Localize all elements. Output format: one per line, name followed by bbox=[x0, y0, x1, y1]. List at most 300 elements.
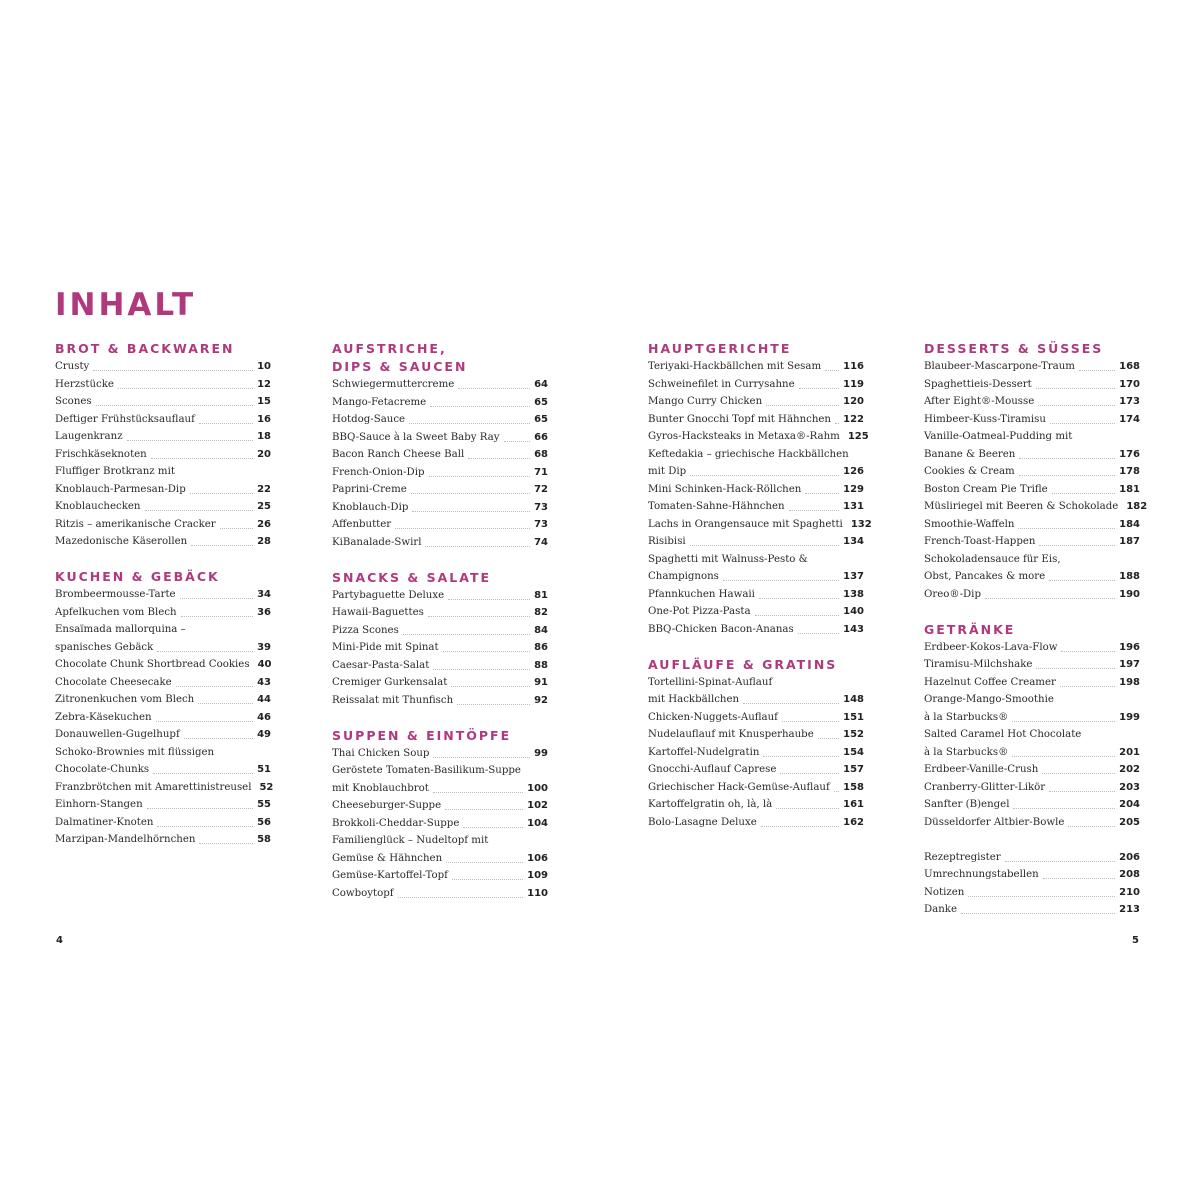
dot-leader bbox=[451, 674, 530, 687]
toc-entry[interactable] bbox=[648, 516, 872, 534]
toc-entry[interactable] bbox=[924, 691, 1140, 726]
toc-entry[interactable] bbox=[648, 376, 864, 394]
toc-entry[interactable] bbox=[332, 429, 548, 447]
entry-page-number: 182 bbox=[1126, 501, 1148, 512]
entry-row bbox=[55, 709, 271, 727]
entry-page-number: 102 bbox=[527, 800, 548, 811]
entry-row bbox=[332, 867, 548, 885]
entry-title: Chocolate Chunk Shortbread Cookies bbox=[55, 659, 250, 670]
toc-entry[interactable] bbox=[55, 604, 271, 622]
entry-title: mit Knoblauchbrot bbox=[332, 782, 429, 794]
entry-title: Affenbutter bbox=[332, 519, 392, 530]
entry-row bbox=[55, 428, 271, 446]
entry-title: Geröstete Tomaten-Basilikum-Suppe bbox=[332, 765, 521, 776]
entry-page-number: 44 bbox=[257, 694, 271, 705]
entry-page-number: 52 bbox=[259, 781, 274, 793]
dot-leader bbox=[825, 358, 839, 371]
entry-title: Thai Chicken Soup bbox=[332, 747, 430, 759]
entry-row bbox=[648, 463, 864, 481]
toc-entry[interactable] bbox=[648, 358, 864, 376]
dot-leader bbox=[1038, 393, 1115, 406]
dot-leader bbox=[1036, 376, 1115, 389]
entry-title: Mango Curry Chicken bbox=[648, 396, 763, 407]
entry-page-number: 170 bbox=[1119, 378, 1140, 390]
toc-entry[interactable] bbox=[648, 796, 864, 814]
entry-title: Düsseldorfer Altbier-Bowle bbox=[924, 816, 1065, 828]
entry-page-number: 205 bbox=[1119, 816, 1140, 828]
entry-page-number: 92 bbox=[534, 694, 548, 706]
entry-row bbox=[332, 639, 548, 657]
dot-leader bbox=[157, 639, 253, 652]
toc-entry[interactable] bbox=[648, 498, 864, 516]
entry-page-number: 199 bbox=[1119, 711, 1140, 723]
entry-title: Champignons bbox=[648, 571, 719, 582]
entry-row bbox=[648, 393, 864, 411]
toc-entry[interactable] bbox=[55, 411, 271, 429]
entry-title: Cowboytopf bbox=[332, 887, 394, 899]
entry-row bbox=[332, 429, 548, 447]
entry-title: Pfannkuchen Hawaii bbox=[648, 588, 755, 600]
toc-entry[interactable] bbox=[924, 376, 1140, 394]
toc-entry[interactable] bbox=[332, 639, 548, 657]
entry-row bbox=[332, 780, 548, 798]
entry-title: Tortellini-Spinat-Auflauf bbox=[648, 676, 773, 688]
entry-row bbox=[55, 639, 271, 657]
toc-entry[interactable] bbox=[332, 815, 548, 833]
dot-leader bbox=[145, 498, 254, 511]
dot-leader bbox=[445, 797, 523, 810]
section-heading bbox=[924, 621, 1140, 639]
toc-entry[interactable] bbox=[648, 411, 864, 429]
dot-leader bbox=[433, 745, 530, 758]
toc-entry[interactable] bbox=[924, 726, 1140, 761]
toc-entry[interactable] bbox=[55, 796, 271, 814]
toc-entry[interactable] bbox=[924, 849, 1140, 867]
section-heading-line: HAUPTGERICHTE bbox=[648, 341, 792, 356]
toc-entry[interactable] bbox=[55, 621, 271, 656]
toc-entry[interactable] bbox=[648, 551, 864, 586]
entry-title: Nudelauflauf mit Knusperhaube bbox=[648, 729, 814, 740]
entry-row bbox=[648, 691, 864, 709]
dot-leader bbox=[411, 481, 530, 494]
entry-page-number: 129 bbox=[843, 483, 864, 495]
toc-entry[interactable] bbox=[924, 551, 1140, 586]
entry-title: Chocolate-Chunks bbox=[55, 764, 150, 775]
toc-entry[interactable] bbox=[332, 534, 548, 552]
toc-entry[interactable] bbox=[55, 376, 271, 394]
dot-leader bbox=[766, 393, 839, 406]
entry-row bbox=[648, 744, 864, 762]
toc-entry[interactable] bbox=[648, 674, 864, 709]
dot-leader bbox=[468, 446, 530, 459]
toc-entry[interactable] bbox=[924, 428, 1140, 463]
entry-row bbox=[924, 744, 1140, 762]
toc-entry[interactable] bbox=[924, 481, 1140, 499]
entry-title: Bacon Ranch Cheese Ball bbox=[332, 449, 465, 460]
toc-entry[interactable] bbox=[55, 814, 271, 832]
toc-entry[interactable] bbox=[924, 866, 1140, 884]
toc-entry[interactable] bbox=[648, 446, 864, 481]
dot-leader bbox=[409, 411, 530, 424]
toc-entry[interactable] bbox=[924, 884, 1140, 902]
entry-row bbox=[332, 604, 548, 622]
toc-entry[interactable] bbox=[55, 779, 274, 797]
dot-leader bbox=[457, 692, 530, 705]
entry-title: Sanfter (B)engel bbox=[924, 799, 1010, 810]
toc-entry[interactable] bbox=[648, 761, 864, 779]
entry-row bbox=[648, 779, 864, 797]
entry-page-number: 134 bbox=[843, 536, 864, 547]
entry-row bbox=[55, 779, 274, 797]
toc-entry[interactable] bbox=[332, 499, 548, 517]
toc-entry[interactable] bbox=[332, 446, 548, 464]
toc-entry[interactable] bbox=[924, 463, 1140, 481]
section-heading-line: SNACKS & SALATE bbox=[332, 569, 492, 585]
entry-page-number: 22 bbox=[257, 483, 271, 495]
toc-column bbox=[648, 340, 872, 831]
entry-title: Apfelkuchen vom Blech bbox=[55, 606, 177, 618]
dot-leader bbox=[763, 744, 839, 757]
page-title: INHALT bbox=[55, 287, 197, 323]
toc-entry[interactable] bbox=[332, 674, 548, 692]
toc-entry[interactable] bbox=[55, 446, 271, 464]
toc-entry[interactable] bbox=[332, 867, 548, 885]
entry-title: Boston Cream Pie Trifle bbox=[924, 483, 1048, 495]
toc-entry[interactable] bbox=[924, 498, 1148, 516]
toc-entry[interactable] bbox=[648, 779, 864, 797]
toc-entry[interactable] bbox=[648, 621, 864, 639]
dot-leader bbox=[1049, 779, 1115, 792]
toc-entry[interactable] bbox=[332, 604, 548, 622]
toc-section bbox=[924, 831, 1140, 919]
entry-title: Rezeptregister bbox=[924, 851, 1001, 863]
toc-entry[interactable] bbox=[55, 498, 271, 516]
entry-title: Fluffiger Brotkranz mit bbox=[55, 466, 175, 477]
entry-title: Familienglück – Nudeltopf mit bbox=[332, 835, 489, 846]
entry-row bbox=[648, 428, 869, 446]
entry-page-number: 12 bbox=[257, 378, 271, 390]
entry-title: Zitronenkuchen vom Blech bbox=[55, 694, 195, 705]
toc-entry[interactable] bbox=[332, 481, 548, 499]
dot-leader bbox=[776, 796, 839, 809]
toc-entry[interactable] bbox=[55, 428, 271, 446]
entry-page-number: 110 bbox=[527, 887, 548, 899]
entry-title: Franzbrötchen mit Amarettinistreusel bbox=[55, 781, 252, 793]
toc-section bbox=[924, 621, 1140, 832]
entry-page-number: 201 bbox=[1119, 746, 1140, 758]
entry-title: Cremiger Gurkensalat bbox=[332, 677, 448, 688]
entry-row bbox=[924, 463, 1140, 481]
entry-row bbox=[55, 393, 271, 411]
entry-title: à la Starbucks® bbox=[924, 711, 1009, 723]
toc-entry[interactable] bbox=[924, 516, 1140, 534]
entry-title: Mazedonische Käserollen bbox=[55, 536, 188, 547]
entry-row bbox=[332, 411, 548, 429]
entry-page-number: 203 bbox=[1119, 781, 1140, 793]
section-heading-line: AUFSTRICHE, bbox=[332, 341, 447, 356]
entry-title: Ritzis – amerikanische Cracker bbox=[55, 518, 216, 530]
toc-section bbox=[332, 340, 548, 551]
toc-entry[interactable] bbox=[924, 639, 1140, 657]
toc-entry[interactable] bbox=[332, 464, 548, 482]
entry-page-number: 162 bbox=[843, 816, 864, 828]
toc-entry[interactable] bbox=[924, 358, 1140, 376]
entry-title: Pizza Scones bbox=[332, 624, 399, 636]
entry-title: mit Dip bbox=[648, 466, 687, 477]
entry-title: Zebra-Käsekuchen bbox=[55, 711, 152, 723]
toc-entry[interactable] bbox=[648, 814, 864, 832]
section-heading-line: AUFLÄUFE & GRATINS bbox=[648, 656, 838, 672]
entry-page-number: 187 bbox=[1119, 536, 1140, 547]
toc-entry[interactable] bbox=[55, 533, 271, 551]
entry-row bbox=[55, 446, 271, 464]
entry-title: Danke bbox=[924, 904, 958, 915]
entry-row bbox=[924, 446, 1140, 464]
entry-title: Blaubeer-Mascarpone-Traum bbox=[924, 361, 1075, 372]
toc-entry[interactable] bbox=[332, 376, 548, 394]
section-heading bbox=[648, 340, 864, 358]
entry-title: Obst, Pancakes & more bbox=[924, 571, 1046, 582]
entry-title: Deftiger Frühstücksauflauf bbox=[55, 413, 195, 425]
dot-leader bbox=[1050, 411, 1115, 424]
dot-leader bbox=[446, 850, 523, 863]
entry-page-number: 28 bbox=[257, 536, 271, 547]
page-number-left: 4 bbox=[56, 935, 63, 946]
entry-row bbox=[924, 761, 1140, 779]
toc-entry[interactable] bbox=[55, 516, 271, 534]
entry-title: spanisches Gebäck bbox=[55, 641, 154, 653]
entry-row bbox=[924, 586, 1140, 604]
dot-leader bbox=[690, 533, 839, 546]
entry-title: Cheeseburger-Suppe bbox=[332, 800, 442, 811]
entry-title: Paprini-Creme bbox=[332, 484, 407, 495]
toc-entry[interactable] bbox=[55, 393, 271, 411]
entry-row bbox=[332, 815, 548, 833]
entry-title: Kartoffel-Nudelgratin bbox=[648, 746, 760, 758]
toc-section bbox=[55, 568, 274, 849]
toc-entry[interactable] bbox=[55, 674, 271, 692]
entry-row bbox=[924, 639, 1140, 657]
dot-leader bbox=[1019, 446, 1115, 459]
toc-entry[interactable] bbox=[924, 796, 1140, 814]
dot-leader bbox=[443, 639, 530, 652]
entry-page-number: 73 bbox=[534, 501, 548, 513]
entry-title: Keftedakia – griechische Hackbällchen bbox=[648, 448, 849, 460]
toc-entry[interactable] bbox=[924, 533, 1140, 551]
toc-entry[interactable] bbox=[924, 779, 1140, 797]
entry-row bbox=[332, 516, 548, 534]
entry-page-number: 36 bbox=[257, 606, 271, 618]
toc-entry[interactable] bbox=[55, 831, 271, 849]
entry-row bbox=[924, 358, 1140, 376]
toc-entry[interactable] bbox=[924, 901, 1140, 919]
entry-page-number: 65 bbox=[534, 414, 548, 425]
entry-title: Einhorn-Stangen bbox=[55, 799, 143, 810]
entry-title: KiBanalade-Swirl bbox=[332, 536, 422, 548]
entry-title: Mini-Pide mit Spinat bbox=[332, 642, 439, 653]
entry-page-number: 106 bbox=[527, 852, 548, 864]
dot-leader bbox=[1052, 481, 1115, 494]
dot-leader bbox=[1042, 761, 1115, 774]
section-heading bbox=[332, 569, 548, 587]
entry-page-number: 204 bbox=[1119, 799, 1140, 810]
dot-leader bbox=[398, 885, 524, 898]
toc-entry[interactable] bbox=[332, 745, 548, 763]
toc-entry[interactable] bbox=[55, 726, 271, 744]
toc-entry[interactable] bbox=[924, 761, 1140, 779]
entry-title: Mango-Fetacreme bbox=[332, 396, 427, 408]
entry-title: Griechischer Hack-Gemüse-Auflauf bbox=[648, 781, 830, 793]
entry-page-number: 181 bbox=[1119, 483, 1140, 495]
dot-leader bbox=[1012, 709, 1115, 722]
entry-page-number: 116 bbox=[843, 361, 864, 372]
entry-title: Frischkäseknoten bbox=[55, 448, 147, 460]
dot-leader bbox=[818, 726, 839, 739]
toc-entry[interactable] bbox=[55, 709, 271, 727]
toc-entry[interactable] bbox=[332, 797, 548, 815]
toc-entry[interactable] bbox=[648, 533, 864, 551]
toc-entry[interactable] bbox=[332, 411, 548, 429]
entry-title: Teriyaki-Hackbällchen mit Sesam bbox=[648, 361, 822, 372]
toc-entry[interactable] bbox=[924, 674, 1140, 692]
entry-page-number: 88 bbox=[534, 659, 548, 671]
section-heading-line: DESSERTS & SÜSSES bbox=[924, 341, 1104, 356]
entry-row bbox=[332, 587, 548, 605]
dot-leader bbox=[433, 657, 530, 670]
entry-row bbox=[648, 603, 864, 621]
entry-page-number: 138 bbox=[843, 588, 864, 600]
toc-entry[interactable] bbox=[648, 709, 864, 727]
section-heading-line: SUPPEN & EINTÖPFE bbox=[332, 727, 512, 743]
entry-title: BBQ-Chicken Bacon-Ananas bbox=[648, 623, 794, 635]
toc-entry[interactable] bbox=[648, 428, 869, 446]
dot-leader bbox=[1068, 814, 1115, 827]
entry-row bbox=[332, 657, 548, 675]
entry-page-number: 46 bbox=[257, 711, 271, 723]
toc-entry[interactable] bbox=[55, 691, 271, 709]
dot-leader bbox=[425, 534, 530, 547]
toc-entry[interactable] bbox=[648, 586, 864, 604]
toc-column bbox=[924, 340, 1148, 919]
entry-row bbox=[924, 656, 1140, 674]
entry-page-number: 73 bbox=[534, 519, 548, 530]
entry-row bbox=[332, 446, 548, 464]
entry-page-number: 18 bbox=[257, 431, 271, 442]
entry-row bbox=[924, 849, 1140, 867]
entry-title: Tiramisu-Milchshake bbox=[924, 659, 1033, 670]
entry-page-number: 122 bbox=[843, 413, 864, 425]
entry-title: Caesar-Pasta-Salat bbox=[332, 659, 430, 671]
toc-entry[interactable] bbox=[332, 587, 548, 605]
toc-entry[interactable] bbox=[924, 393, 1140, 411]
entry-title: Hotdog-Sauce bbox=[332, 414, 406, 425]
entry-title: Spaghetti mit Walnuss-Pesto & bbox=[648, 553, 808, 565]
toc-entry[interactable] bbox=[648, 481, 864, 499]
toc-entry[interactable] bbox=[332, 394, 548, 412]
toc-entry[interactable] bbox=[332, 516, 548, 534]
toc-entry[interactable] bbox=[332, 832, 548, 867]
entry-page-number: 125 bbox=[847, 431, 869, 442]
toc-entry[interactable] bbox=[332, 762, 548, 797]
toc-entry[interactable] bbox=[332, 885, 548, 903]
entry-page-number: 25 bbox=[257, 501, 271, 512]
toc-entry[interactable] bbox=[924, 814, 1140, 832]
entry-title: One-Pot Pizza-Pasta bbox=[648, 606, 751, 617]
entry-title: Risibisi bbox=[648, 536, 686, 547]
entry-page-number: 20 bbox=[257, 448, 271, 460]
entry-page-number: 158 bbox=[843, 781, 864, 793]
dot-leader bbox=[968, 884, 1115, 897]
entry-title: Ensaïmada mallorquina – bbox=[55, 624, 186, 635]
toc-entry[interactable] bbox=[55, 586, 271, 604]
entry-title: à la Starbucks® bbox=[924, 746, 1009, 758]
toc-entry[interactable] bbox=[55, 358, 271, 376]
entry-title: Scones bbox=[55, 396, 92, 407]
entry-page-number: 26 bbox=[257, 518, 271, 530]
entry-page-number: 15 bbox=[257, 396, 271, 407]
toc-entry[interactable] bbox=[332, 692, 548, 710]
dot-leader bbox=[1061, 639, 1115, 652]
toc-entry[interactable] bbox=[55, 463, 271, 498]
entry-row bbox=[55, 481, 271, 499]
entry-row bbox=[924, 866, 1140, 884]
dot-leader bbox=[1043, 866, 1115, 879]
toc-entry[interactable] bbox=[55, 744, 271, 779]
entry-title: Kartoffelgratin oh, là, là bbox=[648, 799, 773, 810]
entry-row bbox=[332, 745, 548, 763]
dot-leader bbox=[690, 463, 839, 476]
entry-title: Notizen bbox=[924, 886, 965, 898]
toc-entry[interactable] bbox=[648, 393, 864, 411]
toc-entry[interactable] bbox=[332, 657, 548, 675]
entry-title: Lachs in Orangensauce mit Spaghetti bbox=[648, 518, 843, 530]
entry-page-number: 197 bbox=[1119, 659, 1140, 670]
dot-leader bbox=[780, 761, 839, 774]
entry-page-number: 71 bbox=[534, 466, 548, 478]
entry-title: Mini Schinken-Hack-Röllchen bbox=[648, 483, 802, 495]
toc-entry[interactable] bbox=[648, 744, 864, 762]
dot-leader bbox=[433, 780, 523, 793]
entry-page-number: 198 bbox=[1119, 676, 1140, 688]
toc-entry[interactable] bbox=[924, 656, 1140, 674]
entry-page-number: 109 bbox=[527, 870, 548, 881]
toc-entry[interactable] bbox=[924, 586, 1140, 604]
dot-leader bbox=[1019, 463, 1115, 476]
entry-page-number: 152 bbox=[843, 729, 864, 740]
entry-page-number: 64 bbox=[534, 379, 548, 390]
toc-entry[interactable] bbox=[55, 656, 271, 674]
entry-page-number: 51 bbox=[257, 764, 271, 775]
entry-title: Gyros-Hacksteaks in Metaxa®-Rahm bbox=[648, 431, 840, 442]
entry-row bbox=[55, 761, 271, 779]
entry-page-number: 10 bbox=[257, 361, 271, 372]
entry-row bbox=[55, 604, 271, 622]
toc-entry[interactable] bbox=[924, 411, 1140, 429]
entry-row bbox=[924, 709, 1140, 727]
entry-row bbox=[924, 884, 1140, 902]
entry-page-number: 178 bbox=[1119, 466, 1140, 477]
dot-leader bbox=[743, 691, 839, 704]
toc-entry[interactable] bbox=[332, 622, 548, 640]
entry-page-number: 173 bbox=[1119, 396, 1140, 407]
entry-row bbox=[648, 498, 864, 516]
dot-leader bbox=[985, 586, 1115, 599]
entry-page-number: 190 bbox=[1119, 588, 1140, 600]
section-heading bbox=[55, 568, 271, 586]
dot-leader bbox=[782, 709, 839, 722]
toc-entry[interactable] bbox=[648, 726, 864, 744]
toc-entry[interactable] bbox=[648, 603, 864, 621]
